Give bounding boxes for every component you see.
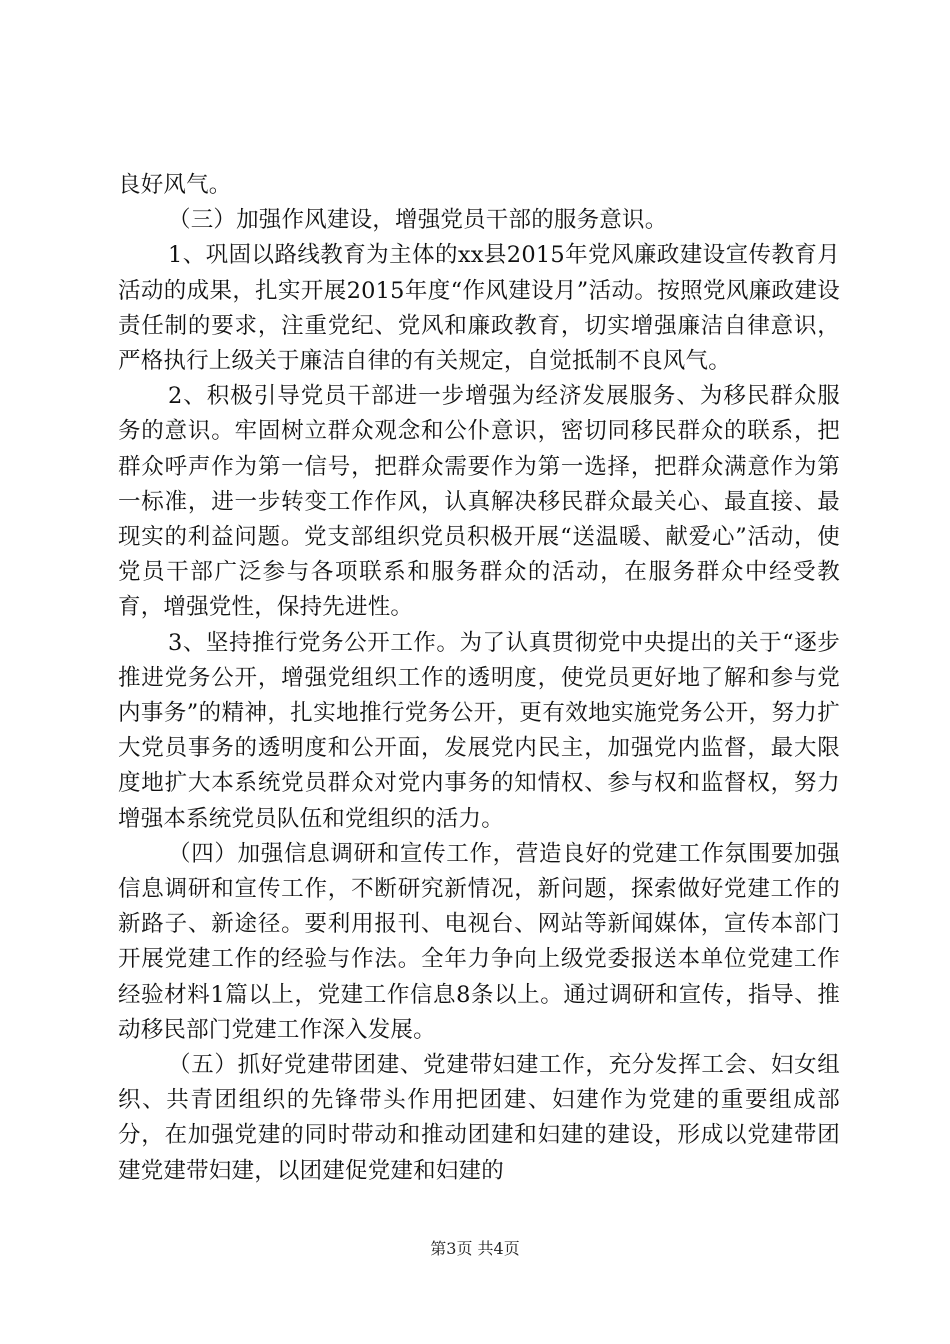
paragraph-item-1: 1、巩固以路线教育为主体的xx县2015年党风廉政建设宣传教育月活动的成果，扎实开展2015年度“作风建设月”活动。按照党风廉政建设责任制的要求，注重党纪、党风和廉政教育，切实增强廉洁自律意识，严格执行上级关于廉洁自律的有关规定，自觉抵制不良风气。: [118, 242, 840, 375]
document-body: [118, 168, 840, 1189]
section-heading-3: （三）加强作风建设，增强党员干部的服务意识。: [168, 207, 668, 234]
paragraph-continuation: 良好风气。: [118, 172, 232, 198]
paragraph-item-2: 2、积极引导党员干部进一步增强为经济发展服务、为移民群众服务的意识。牢固树立群众观念和公仆意识，密切同移民群众的联系，把群众呼声作为第一信号，把群众需要作为第一选择，把群众满意作为第一标准，进一步转变工作作风，认真解决移民群众最关心、最直接、最现实的利益问题。党支部组织党员积极开展“送温暖、献爱心”活动，使党员干部广泛参与各项联系和服务群众的活动，在服务群众中经受教育，增强党性，保持先进性。: [118, 383, 840, 621]
section-paragraph-5: （五）抓好党建带团建、党建带妇建工作，充分发挥工会、妇女组织、共青团组织的先锋带头作用把团建、妇建作为党建的重要组成部分，在加强党建的同时带动和推动团建和妇建的建设，形成以党建带团建党建带妇建，以团建促党建和妇建的: [118, 1052, 840, 1184]
page-footer: [0, 1238, 950, 1260]
paragraph-item-3: 3、坚持推行党务公开工作。为了认真贯彻党中央提出的关于“逐步推进党务公开，增强党组织工作的透明度，使党员更好地了解和参与党内事务”的精神，扎实地推行党务公开，更有效地实施党务公开，努力扩大党员事务的透明度和公开面，发展党内民主，加强党内监督，最大限度地扩大本系统党员群众对党内事务的知情权、参与权和监督权，努力增强本系统党员队伍和党组织的活力。: [118, 629, 840, 832]
section-paragraph-4: （四）加强信息调研和宣传工作，营造良好的党建工作氛围要加强信息调研和宣传工作，不断研究新情况，新问题，探索做好党建工作的新路子、新途径。要利用报刊、电视台、网站等新闻媒体，宣传本部门开展党建工作的经验与作法。全年力争向上级党委报送本单位党建工作经验材料1篇以上，党建工作信息8条以上。通过调研和宣传，指导、推动移民部门党建工作深入发展。: [118, 840, 840, 1043]
page-number-label: 第3页 共4页: [430, 1239, 520, 1258]
